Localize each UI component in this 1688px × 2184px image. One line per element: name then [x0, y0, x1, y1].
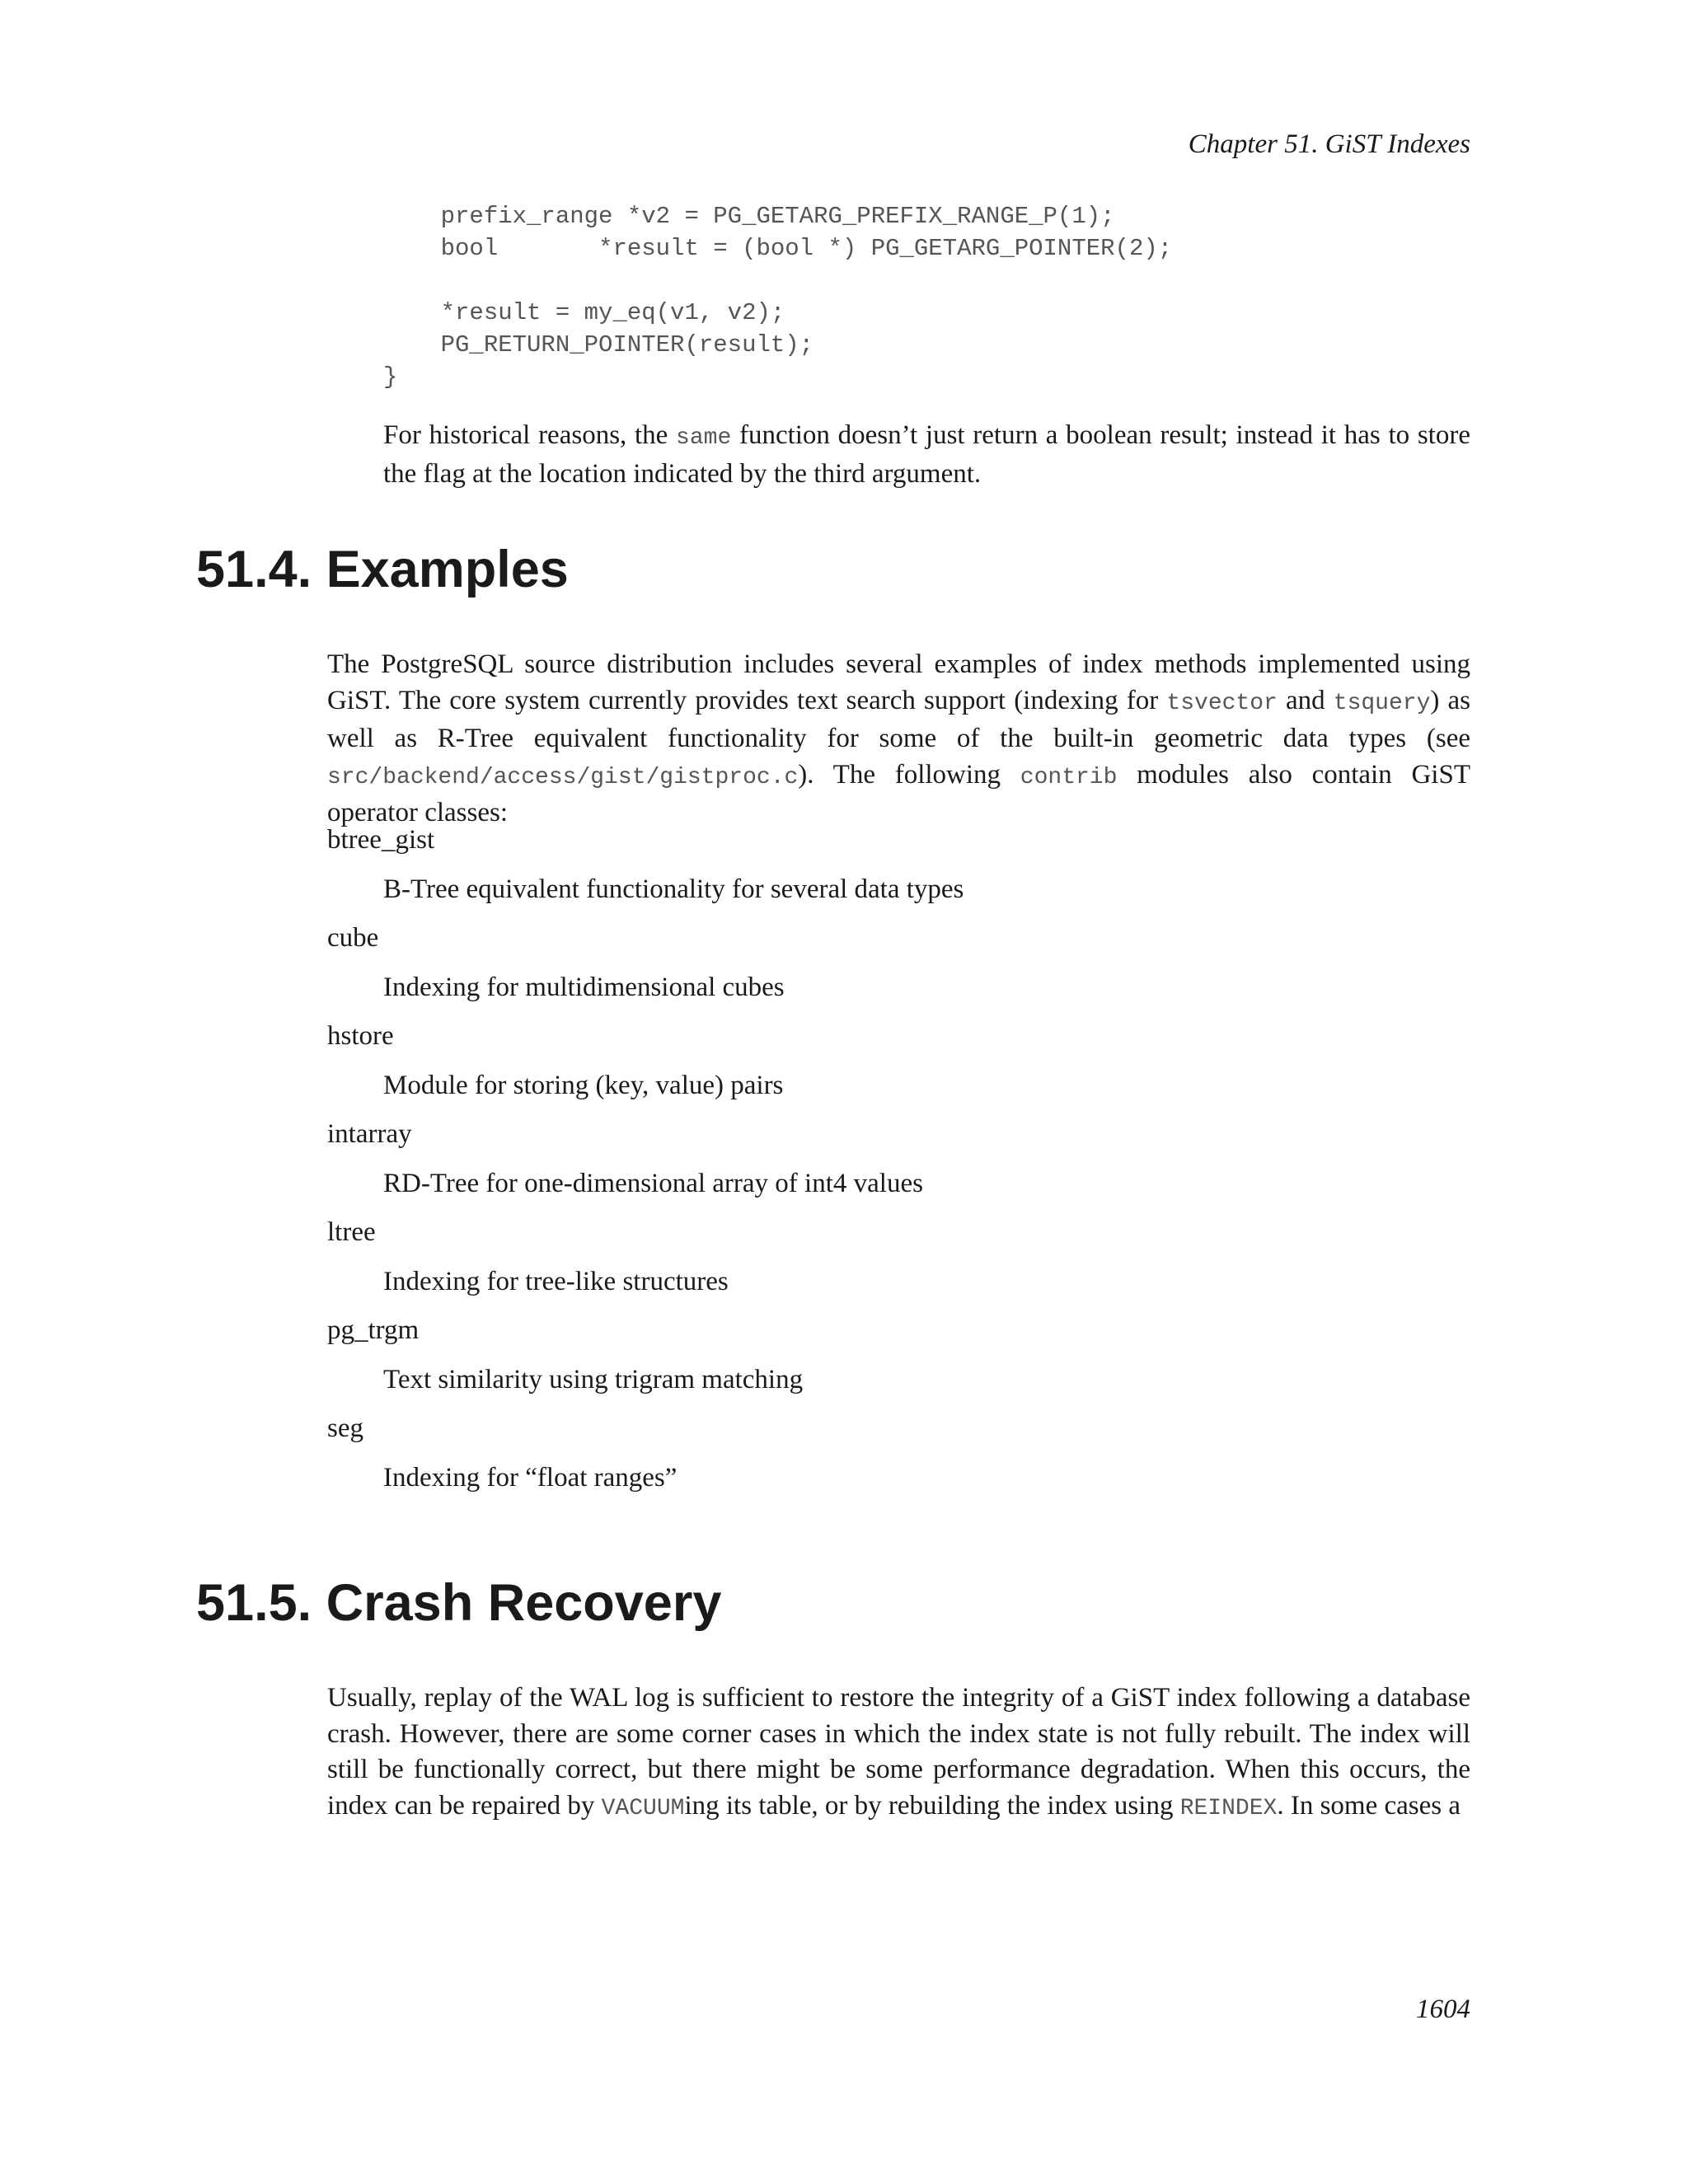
inline-code: tsvector — [1166, 690, 1278, 716]
code-line: PG_RETURN_POINTER(result); — [383, 331, 814, 359]
page-number: 1604 — [1416, 1994, 1470, 2024]
module-description: Indexing for “float ranges” — [383, 1463, 678, 1493]
module-name: ltree — [327, 1217, 376, 1247]
module-name: hstore — [327, 1021, 394, 1051]
inline-code: REINDEX — [1179, 1795, 1278, 1821]
historical-note-paragraph: For historical reasons, the same function doesn’t just return a boolean result; instead it has to store the flag at the location indicated by the third argument. — [383, 420, 1470, 489]
inline-code: tsquery — [1333, 690, 1431, 716]
crash-recovery-paragraph: Usually, replay of the WAL log is sufficient to restore the integrity of a GiST index following a database crash. However, there are some corner cases in which the index state is not fully rebuilt. The index will still be functionally correct, but there might be some performance degradation. When this occurs, the index can be repaired by VACUUMing its table, or by rebuilding the index using REINDEX. In some cases a — [327, 1683, 1470, 1821]
module-description: RD-Tree for one-dimensional array of int4 values — [383, 1169, 923, 1198]
module-name: seg — [327, 1413, 363, 1443]
module-description: B-Tree equivalent functionality for several data types — [383, 874, 964, 904]
module-name: intarray — [327, 1119, 412, 1149]
module-description: Text similarity using trigram matching — [383, 1365, 804, 1394]
module-name: btree_gist — [327, 825, 435, 855]
code-line: *result = my_eq(v1, v2); — [383, 299, 785, 326]
section-title-crash-recovery: 51.5. Crash Recovery — [196, 1574, 722, 1632]
examples-intro-paragraph: The PostgreSQL source distribution includes several examples of index methods implemented using GiST. The core system currently provides text search support (indexing for tsvector and tsquery) as well as R-Tree equivalent functionality for some of the built-in geometric data types (see src/backend/access/gist/gistproc.c). The following contrib modules also contain GiST operator classes: — [327, 649, 1471, 827]
inline-code: VACUUM — [601, 1795, 685, 1821]
module-name: cube — [327, 923, 379, 953]
inline-code: src/backend/access/gist/gistproc.c — [327, 764, 799, 790]
section-title-examples: 51.4. Examples — [196, 541, 569, 598]
module-description: Module for storing (key, value) pairs — [383, 1071, 784, 1100]
code-block — [383, 200, 1172, 393]
inline-code: contrib — [1020, 764, 1118, 790]
module-description: Indexing for tree-like structures — [383, 1267, 729, 1296]
code-line: } — [383, 363, 398, 391]
module-name: pg_trgm — [327, 1315, 420, 1345]
module-description: Indexing for multidimensional cubes — [383, 972, 785, 1002]
running-header: Chapter 51. GiST Indexes — [1188, 129, 1470, 159]
inline-code: same — [676, 425, 732, 451]
module-list — [327, 823, 1470, 1509]
code-line: prefix_range *v2 = PG_GETARG_PREFIX_RANGE_P(1); — [383, 203, 1115, 230]
code-line: bool *result = (bool *) PG_GETARG_POINTER(2); — [383, 235, 1173, 262]
